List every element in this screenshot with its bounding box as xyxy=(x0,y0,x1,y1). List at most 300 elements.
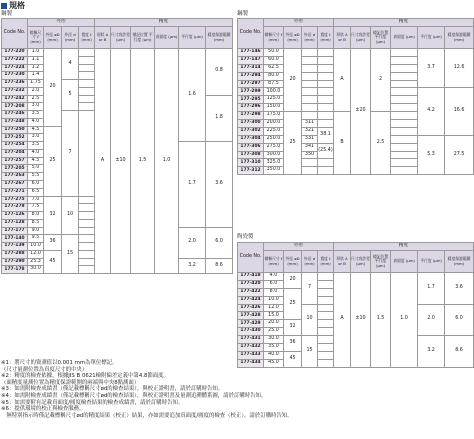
meas-cell: 3.6 xyxy=(445,273,474,305)
code-cell: 177-306 xyxy=(238,143,264,151)
nominal-size-cell: 6.0 xyxy=(264,280,284,288)
tol-cell: ±20 xyxy=(351,49,371,175)
code-cell: 177-431 xyxy=(238,336,264,344)
col-width: 寬度 t (mm) xyxy=(79,27,95,49)
parallel-cell: 3.7 xyxy=(418,49,445,88)
nominal-size-cell: 3.0 xyxy=(28,134,44,142)
code-cell: 177-140 xyxy=(2,235,28,243)
col-od2: 外徑 d (mm) xyxy=(302,27,318,49)
col-shape: 形狀 A or B xyxy=(95,27,111,49)
flat2-cell xyxy=(391,159,418,167)
col-flat2: 真面度 (µm) xyxy=(391,27,418,49)
right-subtitle-ceramic: 陶瓷製 xyxy=(237,234,254,240)
width-cell xyxy=(318,80,334,88)
code-cell: 177-147 xyxy=(238,56,264,64)
flat2-cell xyxy=(391,112,418,120)
nominal-size-cell: 87.5 xyxy=(264,80,284,88)
flat2-cell xyxy=(391,88,418,96)
width-cell xyxy=(318,273,334,281)
code-cell: 177-250 xyxy=(2,126,28,134)
width-cell xyxy=(79,95,95,103)
flat2-cell xyxy=(391,64,418,72)
col-flat2: 真面度 (µm) xyxy=(155,27,179,49)
width-cell xyxy=(79,258,95,266)
code-cell: 177-418 xyxy=(238,273,264,281)
footnote-line: ※5：如需要附有記載真面度/圓度檢查結果的檢查成績書，請於訂購時告知。 xyxy=(1,399,184,406)
code-cell: 177-295 xyxy=(238,96,264,104)
flatness-cell: 1.5 xyxy=(371,273,391,368)
code-cell: 177-434 xyxy=(238,359,264,367)
width-cell xyxy=(79,103,95,111)
od2-cell: 15 xyxy=(302,336,318,368)
code-cell: 177-312 xyxy=(238,167,264,175)
code-cell: 177-432 xyxy=(238,344,264,352)
flat2-cell: 1.0 xyxy=(155,49,179,274)
flatness-cell: 2.5 xyxy=(371,112,391,175)
code-cell: 177-208 xyxy=(2,103,28,111)
width-cell xyxy=(79,266,95,274)
od2-cell: 311 xyxy=(302,120,318,128)
nominal-size-cell: 15.0 xyxy=(264,312,284,320)
od-cell: 32 xyxy=(44,196,62,235)
nominal-size-cell: 3.5 xyxy=(28,142,44,150)
col-nominal: 標稱尺寸 ℓ (mm) xyxy=(264,251,284,273)
nominal-size-cell: 10.0 xyxy=(264,296,284,304)
code-cell: 177-205 xyxy=(2,165,28,173)
code-cell: 177-275 xyxy=(2,196,28,204)
code-cell: 177-314 xyxy=(238,64,264,72)
footnote-line: 無特別指示時僅記載標稱尺寸ød的精度結果（校正）結果，亦如需要追加真面度/圓度的檢查（校正），請於訂購時告知。 xyxy=(1,412,293,419)
code-cell: 177-246 xyxy=(2,111,28,119)
od2-cell xyxy=(302,56,318,64)
nominal-size-cell: 175.0 xyxy=(264,112,284,120)
width-cell xyxy=(79,235,95,243)
right-subtitle-steel: 鋼製 xyxy=(237,11,249,17)
parallel-cell: 2.0 xyxy=(179,227,206,258)
code-cell: 177-297 xyxy=(238,80,264,88)
code-cell: 177-236 xyxy=(2,80,28,88)
code-cell: 177-139 xyxy=(2,243,28,251)
od2-cell: 7 xyxy=(302,273,318,305)
width-cell xyxy=(318,280,334,288)
code-cell: 177-430 xyxy=(238,328,264,336)
flat2-cell xyxy=(391,120,418,128)
width-cell xyxy=(318,159,334,167)
nominal-size-cell: 25.3 xyxy=(28,258,44,266)
code-cell: 177-126 xyxy=(2,212,28,220)
code-cell: 177-254 xyxy=(2,142,28,150)
col-precision: 精度 xyxy=(95,19,233,27)
width-cell xyxy=(318,112,334,120)
right-ceramic-table xyxy=(237,242,474,368)
nominal-size-cell: 100.0 xyxy=(264,88,284,96)
col-code: Code No. xyxy=(238,19,264,49)
nominal-size-cell: 9.5 xyxy=(28,235,44,243)
od2-cell xyxy=(302,49,318,57)
nominal-size-cell: 4.5 xyxy=(28,126,44,134)
left-spec-table xyxy=(1,18,233,274)
od-cell: 25 xyxy=(44,126,62,196)
col-width: 寬度 t (mm) xyxy=(318,251,334,273)
nominal-size-cell: 2.5 xyxy=(28,95,44,103)
nominal-size-cell: 6.0 xyxy=(28,181,44,189)
od-cell: 45 xyxy=(44,250,62,273)
od2-cell xyxy=(302,80,318,88)
od2-cell xyxy=(302,159,318,167)
parallel-cell: 1.7 xyxy=(179,142,206,227)
width-cell xyxy=(79,111,95,196)
width-cell xyxy=(79,87,95,95)
nominal-size-cell: 200.0 xyxy=(264,120,284,128)
nominal-size-cell: 30.0 xyxy=(28,266,44,274)
width-cell: 38.1 xyxy=(318,127,334,143)
flat2-cell xyxy=(391,167,418,175)
width-cell xyxy=(318,336,334,344)
parallel-cell: 2.0 xyxy=(418,304,445,336)
width-cell xyxy=(318,351,334,359)
col-width: 寬度 t (mm) xyxy=(318,27,334,49)
shape-cell: A xyxy=(334,49,351,112)
meas-cell: 8.6 xyxy=(206,258,233,274)
code-cell: 177-177 xyxy=(2,227,28,235)
code-cell: 177-302 xyxy=(238,127,264,135)
width-cell xyxy=(79,250,95,258)
width-cell xyxy=(318,304,334,312)
flat2-cell xyxy=(391,135,418,143)
col-flatness: 標記位置 平行度 (µm) xyxy=(371,27,391,49)
footnote-line: ※1：將尺寸的資測值以0.001 mm為單位標記。 xyxy=(1,360,118,366)
code-cell: 177-294 xyxy=(238,72,264,80)
code-cell: 177-299 xyxy=(238,88,264,96)
nominal-size-cell: 5.0 xyxy=(28,165,44,173)
od2-cell xyxy=(302,167,318,175)
col-precision: 精度 xyxy=(334,243,474,251)
code-cell: 177-310 xyxy=(238,159,264,167)
width-cell: (25.4) xyxy=(318,143,334,159)
code-cell: 177-224 xyxy=(2,64,28,72)
flat2-cell xyxy=(391,80,418,88)
width-cell xyxy=(79,80,95,88)
col-shape: 形狀 A or B xyxy=(334,27,351,49)
nominal-size-cell: 4.5 xyxy=(28,157,44,165)
width-cell xyxy=(318,288,334,296)
footnote-line: ※6：提供環境的校正與檢查服務。 xyxy=(1,406,85,413)
od-cell: 20 xyxy=(284,49,302,112)
width-cell xyxy=(318,64,334,72)
meas-cell: 6.0 xyxy=(445,304,474,336)
right-steel-table xyxy=(237,18,474,175)
width-cell xyxy=(79,219,95,227)
nominal-size-cell: 4.0 xyxy=(28,118,44,126)
nominal-size-cell: 8.5 xyxy=(28,219,44,227)
nominal-size-cell: 325.0 xyxy=(264,159,284,167)
flat2-cell xyxy=(391,56,418,64)
code-cell: 177-424 xyxy=(238,296,264,304)
col-parallel: 平行度 (µm) xyxy=(179,27,206,49)
col-code: Code No. xyxy=(238,243,264,273)
tol-cell: ±10 xyxy=(111,49,131,274)
nominal-size-cell: 1.4 xyxy=(28,72,44,80)
code-cell: 177-128 xyxy=(2,219,28,227)
table-row xyxy=(238,49,474,57)
code-cell: 177-426 xyxy=(238,304,264,312)
col-flatness: 標記位置 平行度 (µm) xyxy=(131,27,155,49)
width-cell xyxy=(318,312,334,320)
nominal-size-cell: 10.0 xyxy=(28,243,44,251)
code-cell: 177-248 xyxy=(2,118,28,126)
col-nominal: 標稱尺寸 ℓ (mm) xyxy=(264,27,284,49)
width-cell xyxy=(318,56,334,64)
parallel-cell: 3.2 xyxy=(179,258,206,274)
nominal-size-cell: 1.2 xyxy=(28,64,44,72)
parallel-cell: 5.3 xyxy=(418,135,445,174)
code-cell: 177-433 xyxy=(238,351,264,359)
nominal-size-cell: 4.0 xyxy=(264,273,284,281)
code-cell: 177-420 xyxy=(238,280,264,288)
col-meas: 精度保證範圍 (mm) xyxy=(445,251,474,273)
width-cell xyxy=(318,49,334,57)
flat2-cell xyxy=(391,104,418,112)
od2-cell: 7 xyxy=(62,111,79,196)
col-tol: 尺寸容許差 (µm) xyxy=(351,251,371,273)
flat2-cell xyxy=(391,49,418,57)
col-outer: 外形 xyxy=(264,19,334,27)
od-cell: 36 xyxy=(284,336,302,352)
nominal-size-cell: 9.0 xyxy=(28,227,44,235)
nominal-size-cell: 50.0 xyxy=(264,49,284,57)
width-cell xyxy=(79,64,95,72)
width-cell xyxy=(318,88,334,96)
od2-cell: 5 xyxy=(62,80,79,111)
width-cell xyxy=(318,344,334,352)
code-cell: 177-429 xyxy=(238,320,264,328)
flat2-cell xyxy=(391,127,418,135)
col-meas: 精度保證範圍 (mm) xyxy=(445,27,474,49)
code-cell: 177-300 xyxy=(238,120,264,128)
width-cell xyxy=(318,328,334,336)
nominal-size-cell: 35.0 xyxy=(264,344,284,352)
col-tol: 尺寸容許差 (µm) xyxy=(351,27,371,49)
flat2-cell xyxy=(391,72,418,80)
code-cell: 177-267 xyxy=(2,181,28,189)
nominal-size-cell: 5.5 xyxy=(28,173,44,181)
width-cell xyxy=(318,120,334,128)
col-od: 外徑 øD (mm) xyxy=(44,27,62,49)
meas-cell: 1.8 xyxy=(206,95,233,142)
col-precision: 精度 xyxy=(334,19,474,27)
code-cell: 177-204 xyxy=(2,149,28,157)
parallel-cell: 3.2 xyxy=(418,336,445,368)
code-cell: 177-252 xyxy=(2,134,28,142)
code-cell: 177-263 xyxy=(2,173,28,181)
od-cell: 25 xyxy=(284,112,302,175)
width-cell xyxy=(79,49,95,57)
flatness-cell: 2 xyxy=(371,49,391,112)
code-cell: 177-242 xyxy=(2,95,28,103)
flatness-cell: 1.5 xyxy=(131,49,155,274)
od2-cell: 15 xyxy=(62,235,79,274)
od-cell: 32 xyxy=(284,320,302,336)
nominal-size-cell: 150.0 xyxy=(264,104,284,112)
nominal-size-cell: 7.0 xyxy=(28,196,44,204)
code-cell: 177-296 xyxy=(238,104,264,112)
width-cell xyxy=(79,212,95,220)
width-cell xyxy=(79,204,95,212)
od2-cell: 4 xyxy=(62,49,79,80)
od-cell: 20 xyxy=(44,49,62,127)
od2-cell: 331 xyxy=(302,135,318,143)
width-cell xyxy=(318,296,334,304)
od2-cell xyxy=(302,96,318,104)
code-cell: 177-271 xyxy=(2,188,28,196)
width-cell xyxy=(318,96,334,104)
code-cell: 177-422 xyxy=(238,288,264,296)
flat2-cell xyxy=(391,96,418,104)
col-outer: 外形 xyxy=(264,243,334,251)
nominal-size-cell: 350.0 xyxy=(264,167,284,175)
nominal-size-cell: 8.0 xyxy=(264,288,284,296)
code-cell: 177-222 xyxy=(2,56,28,64)
col-od2: 外徑 d (mm) xyxy=(62,27,79,49)
code-cell: 177-298 xyxy=(238,112,264,120)
width-cell xyxy=(79,243,95,251)
shape-cell: A xyxy=(334,273,351,368)
col-parallel: 平行度 (µm) xyxy=(418,251,445,273)
od2-cell xyxy=(302,72,318,80)
od2-cell xyxy=(302,104,318,112)
od-cell: 45 xyxy=(284,351,302,367)
nominal-size-cell: 20.0 xyxy=(264,320,284,328)
shape-cell: B xyxy=(334,112,351,175)
width-cell xyxy=(318,320,334,328)
left-subtitle: 鋼製 xyxy=(1,11,13,17)
nominal-size-cell: 125.0 xyxy=(264,96,284,104)
od2-cell: 350 xyxy=(302,151,318,159)
col-od2: 外徑 d (mm) xyxy=(302,251,318,273)
nominal-size-cell: 7.5 xyxy=(28,204,44,212)
width-cell xyxy=(318,72,334,80)
flat2-cell xyxy=(391,143,418,151)
nominal-size-cell: 1.75 xyxy=(28,80,44,88)
flat2-cell: 1.0 xyxy=(391,273,418,368)
nominal-size-cell: 3.0 xyxy=(28,103,44,111)
nominal-size-cell: 1.1 xyxy=(28,56,44,64)
nominal-size-cell: 8.0 xyxy=(28,212,44,220)
od2-cell: 341 xyxy=(302,143,318,151)
od2-cell: 10 xyxy=(62,196,79,235)
od2-cell xyxy=(302,112,318,120)
meas-cell: 12.6 xyxy=(445,49,474,88)
code-cell: 177-230 xyxy=(2,72,28,80)
od2-cell xyxy=(302,64,318,72)
col-code: Code No. xyxy=(2,19,28,49)
code-cell: 177-279 xyxy=(2,204,28,212)
col-od: 外徑 øD (mm) xyxy=(284,27,302,49)
section-header xyxy=(1,1,25,10)
col-parallel: 平行度 (µm) xyxy=(418,27,445,49)
table-row xyxy=(238,273,474,281)
od-cell: 36 xyxy=(44,235,62,251)
nominal-size-cell: 80.0 xyxy=(264,72,284,80)
col-outer: 外形 xyxy=(28,19,95,27)
width-cell xyxy=(79,56,95,64)
od-cell: 25 xyxy=(284,288,302,320)
col-flatness: 標記位置 平行度 (µm) xyxy=(371,251,391,273)
code-cell: 177-220 xyxy=(2,49,28,57)
meas-cell: 3.6 xyxy=(206,142,233,227)
code-cell: 177-290 xyxy=(2,258,28,266)
nominal-size-cell: 12.0 xyxy=(264,304,284,312)
col-meas: 精度保證範圍 (mm) xyxy=(206,27,233,49)
parallel-cell: 4.2 xyxy=(418,88,445,135)
nominal-size-cell: 2.0 xyxy=(28,87,44,95)
code-cell: 177-308 xyxy=(238,151,264,159)
col-od: 外徑 øD (mm) xyxy=(284,251,302,273)
width-cell xyxy=(318,104,334,112)
nominal-size-cell: 60.0 xyxy=(264,56,284,64)
nominal-size-cell: 40.0 xyxy=(264,351,284,359)
od2-cell xyxy=(302,88,318,96)
meas-cell: 16.6 xyxy=(445,88,474,135)
width-cell xyxy=(79,196,95,204)
nominal-size-cell: 300.0 xyxy=(264,151,284,159)
nominal-size-cell: 45.0 xyxy=(264,359,284,367)
tol-cell: ±10 xyxy=(351,273,371,368)
footnote-line: ※2：精度的檢查依據，根據JIS B 0621檢附偏差定義中第4.8節面度。 xyxy=(1,373,169,380)
width-cell xyxy=(79,72,95,80)
width-cell xyxy=(318,167,334,175)
nominal-size-cell: 25.0 xyxy=(264,328,284,336)
parallel-cell: 1.7 xyxy=(418,273,445,305)
od-cell: 20 xyxy=(284,273,302,289)
col-tol: 尺寸容許差 (µm) xyxy=(111,27,131,49)
section-title: 規格 xyxy=(9,1,25,10)
nominal-size-cell: 6.5 xyxy=(28,188,44,196)
footnote-line: （面精度量測位置為精度保證範圍的兩端與中央8點測面） xyxy=(1,379,140,386)
footnote-line: ※4：如需附檢查成績書（僅記載標稱尺寸ød的檢查結果），與校正證明書及量測追溯體系圖，請於訂購時告知。 xyxy=(1,392,267,399)
col-shape: 形狀 A or B xyxy=(334,251,351,273)
code-cell: 177-232 xyxy=(2,87,28,95)
nominal-size-cell: 250.0 xyxy=(264,135,284,143)
code-cell: 177-288 xyxy=(2,250,28,258)
table-row xyxy=(2,49,233,57)
flat2-cell xyxy=(391,151,418,159)
nominal-size-cell: 30.0 xyxy=(264,336,284,344)
meas-cell: 0.8 xyxy=(206,49,233,96)
col-nominal: 標稱尺寸 ℓ (mm) xyxy=(28,27,44,49)
meas-cell: 6.0 xyxy=(206,227,233,258)
footnote-line: ※3：如需附檢查成績書（僅記載標稱尺寸ød的檢查結果），與校正證明書，請於訂購時告知。 xyxy=(1,386,224,393)
nominal-size-cell: 12.0 xyxy=(28,250,44,258)
code-cell: 177-428 xyxy=(238,312,264,320)
nominal-size-cell: 1.0 xyxy=(28,49,44,57)
nominal-size-cell: 62.5 xyxy=(264,64,284,72)
od2-cell: 321 xyxy=(302,127,318,135)
code-cell: 177-257 xyxy=(2,157,28,165)
parallel-cell: 1.6 xyxy=(179,49,206,142)
nominal-size-cell: 225.0 xyxy=(264,127,284,135)
meas-cell: 8.6 xyxy=(445,336,474,368)
width-cell xyxy=(79,227,95,235)
square-bullet-icon xyxy=(1,3,7,9)
nominal-size-cell: 4.0 xyxy=(28,149,44,157)
code-cell: 177-146 xyxy=(238,49,264,57)
meas-cell: 27.5 xyxy=(445,135,474,174)
footnotes xyxy=(1,360,473,419)
code-cell: 177-304 xyxy=(238,135,264,143)
shape-cell: A xyxy=(95,49,111,274)
nominal-size-cell: 275.0 xyxy=(264,143,284,151)
